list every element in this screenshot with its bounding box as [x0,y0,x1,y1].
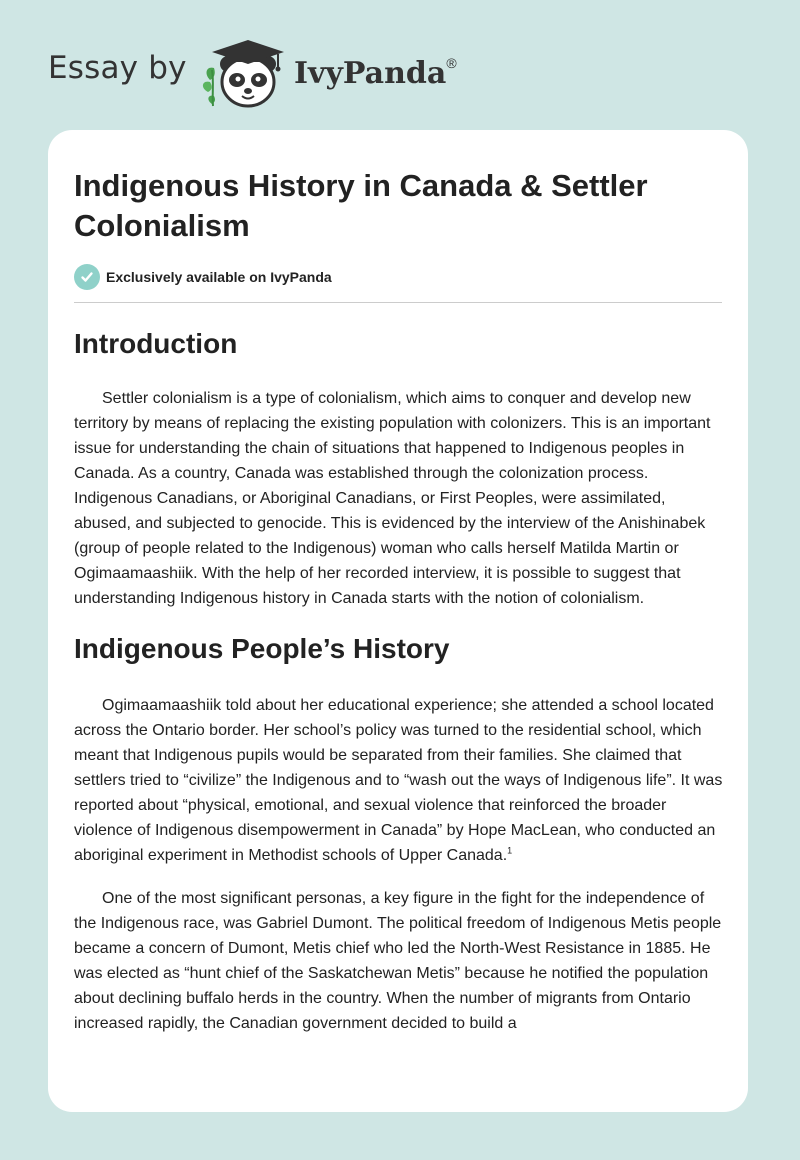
footnote-marker[interactable]: 1 [507,845,513,856]
site-header [0,0,800,120]
panda-logo-icon[interactable] [200,34,294,110]
section-heading-introduction: Introduction [74,328,238,359]
section-heading-indigenous-history: Indigenous People’s History [74,633,450,664]
article-title: Indigenous History in Canada & Settler Colonialism [74,168,648,243]
paragraph: Ogimaamaashiik told about her educational experience; she attended a school located across the Ontario border. Her school’s policy was turned to the residential school, which meant that Indigenous pupils would be separated from their families. She claimed that settlers tried to “civilize” the Indigenous and to “wash out the ways of Indigenous life”. It was reported about “physical, emotional, and sexual violence that reinforced the broader violence of Indigenous disempowerment in Canada” by Hope MacLean, who conducted an aboriginal experiment in Methodist schools of Upper Canada.$^1$ [74,697,723,864]
brand-name[interactable]: IvyPanda® [294,55,457,91]
paragraph: One of the most significant personas, a key figure in the fight for the independence of the Indigenous race, was Gabriel Dumont. The political freedom of Indigenous Metis people became a concern of Dumont, Metis chief who led the North-West Resistance in 1885. He was elected as “hunt chief of the Saskatchewan Metis” because he notified the population about declining buffalo herds in the country. When the number of migrants from Ontario increased rapidly, the Canadian government decided to build a [74,890,722,1032]
essay-by-label: Essay by [48,50,187,86]
checkmark-icon [74,264,100,290]
paragraph: Settler colonialism is a type of colonialism, which aims to conquer and develop new territory by means of replacing the existing population with colonizers. This is an important issue for understanding the chain of situations that happened to Indigenous peoples in Canada. As a country, Canada was established through the colonization process. Indigenous Canadians, or Aboriginal Canadians, or First Peoples, were assimilated, abused, and subjected to genocide. This is evidenced by the interview of the Anishinabek (group of people related to the Indigenous) woman who calls herself Matilda Martin or Ogimaamaashiik. With the help of her recorded interview, it is possible to suggest that understanding Indigenous history in Canada starts with the notion of colonialism. [74,390,711,607]
registered-mark: ® [446,55,457,71]
divider [74,302,722,303]
exclusive-badge [74,264,332,290]
article-card [48,130,748,1112]
article-body [74,320,724,1036]
exclusive-label: Exclusively available on IvyPanda [106,269,332,285]
